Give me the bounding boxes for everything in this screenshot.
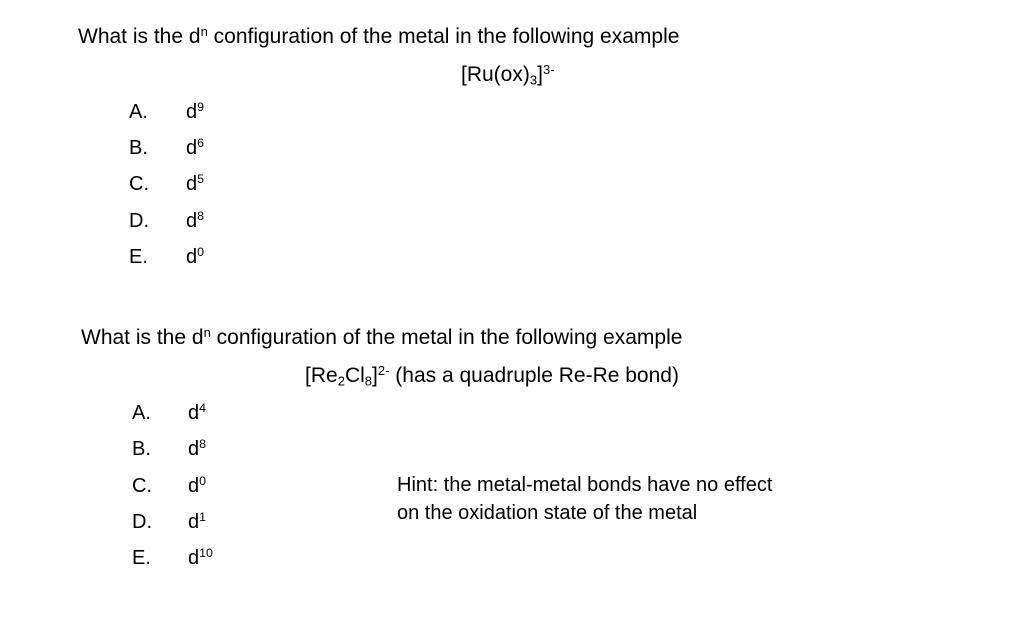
- option-value: $d^8$: [188, 437, 207, 460]
- option-value: $d^9$: [186, 100, 205, 123]
- option-letter: C.: [132, 475, 152, 497]
- option-value: $d^6$: [186, 136, 205, 159]
- hint-line-2: on the oxidation state of the metal: [397, 502, 698, 524]
- option-value: $d^0$: [188, 474, 207, 497]
- option-value: $d^1$: [188, 510, 207, 533]
- question-1-prompt: What is the $d^n$ configuration of the metal in the following example: [78, 23, 680, 48]
- question-1-formula: $[Ru(ox)_3]^{3-}$: [461, 61, 555, 88]
- option-letter: C.: [129, 173, 149, 195]
- option-value: $d^4$: [188, 401, 207, 424]
- option-letter: D.: [132, 511, 152, 533]
- option-value: $d^8$: [186, 209, 205, 232]
- hint-line-1: Hint: the metal-metal bonds have no effect: [397, 474, 773, 496]
- option-value: $d^{10}$: [188, 546, 213, 569]
- option-letter: E.: [129, 246, 148, 268]
- question-2-formula: $[Re_2Cl_8]^{2-}$ (has a quadruple Re-Re bond): [305, 362, 679, 389]
- option-letter: D.: [129, 210, 149, 232]
- option-letter: B.: [129, 137, 148, 159]
- option-value: $d^5$: [186, 172, 205, 195]
- question-2-prompt: What is the $d^n$ configuration of the metal in the following example: [81, 324, 683, 349]
- option-letter: A.: [129, 101, 148, 123]
- option-letter: E.: [132, 547, 151, 569]
- hint-text: [397, 471, 772, 527]
- option-letter: B.: [132, 438, 151, 460]
- option-letter: A.: [132, 402, 151, 424]
- option-value: $d^0$: [186, 245, 205, 268]
